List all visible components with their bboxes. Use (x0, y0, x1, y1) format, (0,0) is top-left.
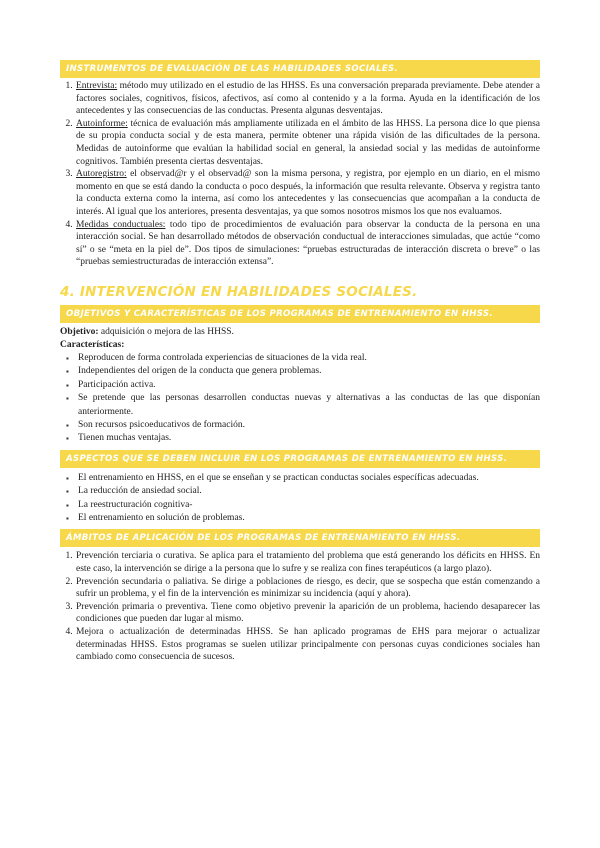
instruments-list (60, 80, 540, 269)
list-item: ▪ Independientes del origen de la conducta que genera problemas. (78, 365, 540, 378)
list-item (75, 168, 540, 218)
section-banner-objectives: OBJETIVOS Y CARACTERÍSTICAS DE LOS PROGRAMAS DE ENTRENAMIENTO EN HHSS. (60, 305, 540, 323)
objective-line (60, 326, 540, 339)
list-item: ▪ Reproducen de forma controlada experiencias de situaciones de la vida real. (78, 352, 540, 365)
list-item: ▪ La reducción de ansiedad social. (78, 485, 540, 498)
list-item: ▪ El entrenamiento en HHSS, en el que se enseñan y se practican conductas sociales específicas adecuadas. (78, 472, 540, 485)
item-text: todo tipo de procedimientos de evaluación para observar la conducta de la persona en una interacción social. Se han desarrollado métodos de observación conductual de interacciones simuladas, que actúe “como sí” o se “meta en la piel de”. Dos tipos de simulaciones: “pruebas estructuradas de interacción discreta o breve” o las “pruebas semiestructuradas de interacción extensa”. (76, 219, 541, 268)
list-item: ▪ El entrenamiento en solución de problemas. (78, 512, 540, 525)
section-banner-instruments: INSTRUMENTOS DE EVALUACIÓN DE LAS HABILIDADES SOCIALES. (60, 60, 540, 78)
list-item: ▪ Participación activa. (78, 379, 540, 392)
objective-text: adquisición o mejora de las HHSS. (98, 326, 234, 337)
list-item: ▪ La reestructuración cognitiva- (78, 499, 540, 512)
item-text: método muy utilizado en el estudio de las HHSS. Es una conversación preparada previamente. Debe atender a factores sociales, cognitivos, físicos, afectivos, así como al contenido y a la forma. Ayuda en la identificación de los antecedentes y las consecuencias de las conductas. Presenta algunas desventajas. (76, 81, 540, 117)
objective-label: Objetivo: (60, 326, 99, 337)
list-item: ▪ Tienen muchas ventajas. (78, 432, 540, 445)
document-page (60, 60, 540, 664)
list-item: ▪ Se pretende que las personas desarrollen conductas nuevas y alternativas a las conductas de las que disponían anteriormente. (78, 392, 540, 419)
list-item: 3. Prevención primaria o preventiva. Tiene como objetivo prevenir la aparición de un problema, haciendo desaparecer las condiciones que pueden dar lugar al mismo. (75, 601, 540, 626)
list-item: 2. Prevención secundaria o paliativa. Se dirige a poblaciones de riesgo, es decir, que se sospecha que están comenzando a sufrir un problema, y el fin de la intervención es minimizar su incidencia (aquí y ahora). (75, 576, 540, 601)
item-term: Autoinforme: (76, 118, 128, 129)
item-term: Entrevista: (76, 81, 118, 91)
list-item: 1. Prevención terciaria o curativa. Se aplica para el tratamiento del problema que está generando los déficits en HHSS. En este caso, la intervención se dirige a la persona que lo sufre y se realiza con fines terapéuticos (a largo plazo). (75, 550, 540, 575)
list-item (75, 118, 540, 168)
features-label: Características: (60, 339, 125, 350)
item-term: Medidas conductuales: (76, 219, 166, 230)
aspects-list (60, 472, 540, 526)
section-heading-intervention: 4. INTERVENCIÓN EN HABILIDADES SOCIALES. (60, 283, 418, 300)
section-banner-scope: ÁMBITOS DE APLICACIÓN DE LOS PROGRAMAS DE ENTRENAMIENTO EN HHSS. (60, 529, 540, 547)
item-term: Autoregistro: (76, 169, 127, 180)
list-item (75, 80, 540, 118)
list-item (75, 219, 540, 269)
section-banner-aspects: ASPECTOS QUE SE DEBEN INCLUIR EN LOS PROGRAMAS DE ENTRENAMIENTO EN HHSS. (60, 450, 540, 468)
features-list (60, 352, 540, 446)
scope-list (60, 550, 540, 663)
item-text: el observad@r y el observad@ son la misma persona, y registra, por ejemplo en un diario, en el mismo momento en que se está dando la conducta o poco después, la información que resulta relevante. Observa y registra tanto la conducta externa como la interna, así como los antecedentes y las consecuencias que acompañan a la conducta de interés. Al igual que los anteriores, presenta desventajas, ya que somos nosotros mismos los que nos evaluamos. (76, 169, 540, 217)
list-item: 4. Mejora o actualización de determinadas HHSS. Se han aplicado programas de EHS para mejorar o actualizar determinadas HHSS. Estos programas se suelen utilizar principalmente con personas cuyas condiciones sociales han cambiado como consecuencia de sucesos. (75, 626, 540, 664)
list-item: ▪ Son recursos psicoeducativos de formación. (78, 419, 540, 432)
item-text: técnica de evaluación más ampliamente utilizada en el ámbito de las HHSS. La persona dice lo que piensa de su propia conducta social y de esta manera, permite obtener una rápida visión de las dificultades de la persona. Medidas de autoinforme que evalúan la habilidad social en general, la ansiedad social y las medidas de autoinforme cognitivos. También presenta ciertas desventajas. (76, 118, 540, 167)
